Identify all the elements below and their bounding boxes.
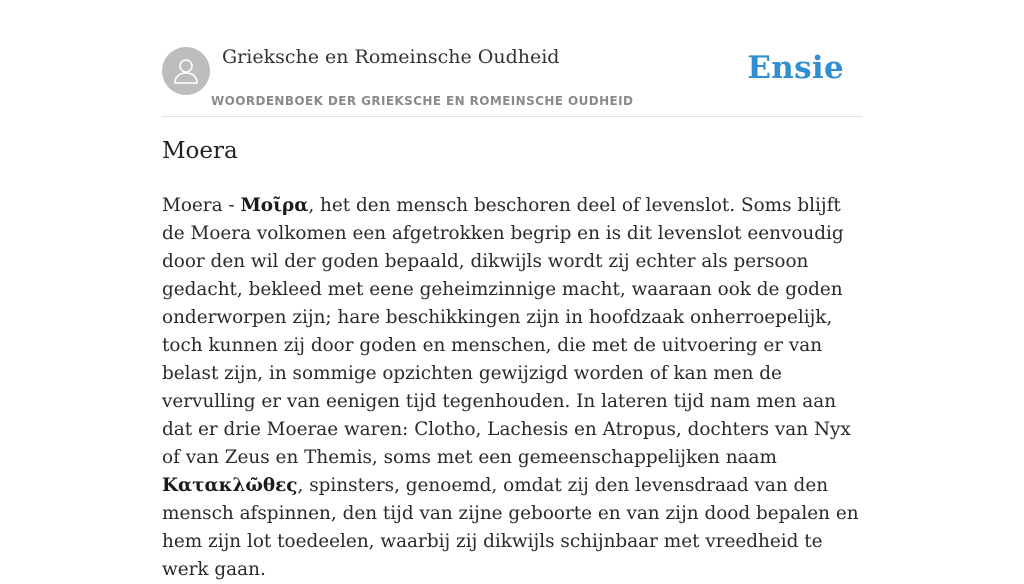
article-text: , het den mensch beschoren deel of levenslot. Soms blijft de Moera volkomen een afgetrokken begrip en is dit levenslot eenvoudig door den wil der goden bepaald, dikwijls wordt zij echter als persoon gedacht, bekleed met eene geheimzinnige macht, waaraan ook de goden onderworpen zijn; hare beschikkingen zijn in hoofdzaak onherroepelijk, toch kunnen zij door goden en menschen, die met de uitvoering er van belast zijn, in sommige opzichten gewijzigd worden of kan men de vervulling er van eenigen tijd tegenhouden. In lateren tijd nam men aan dat er drie Moerae waren: Clotho, Lachesis en Atropus, dochters van Nyx of van Zeus en Themis, soms met een gemeenschappelijken naam [162,195,851,468]
greek-term: Μοῖρα [240,195,309,216]
greek-term: Κατακλῶθες [162,475,298,496]
source-title[interactable]: Grieksche en Romeinsche Oudheid [222,46,560,68]
page-title: Moera [162,138,238,164]
source-header [162,46,862,117]
source-avatar[interactable] [162,47,210,95]
article-lead: Moera - [162,195,241,216]
article-text: , spinsters, genoemd, omdat zij den levensdraad van den mensch afspinnen, den tijd van zijne geboorte en van zijn dood bepalen en hem zijn lot toedeelen, waarbij zij dikwijls schijnbaar met vreedheid te werk gaan. [162,475,859,580]
user-icon [171,56,201,86]
source-subtitle[interactable]: WOORDENBOEK DER GRIEKSCHE EN ROMEINSCHE OUDHEID [211,94,634,108]
article-body [162,192,864,584]
ensie-logo[interactable]: Ensie [747,50,844,86]
